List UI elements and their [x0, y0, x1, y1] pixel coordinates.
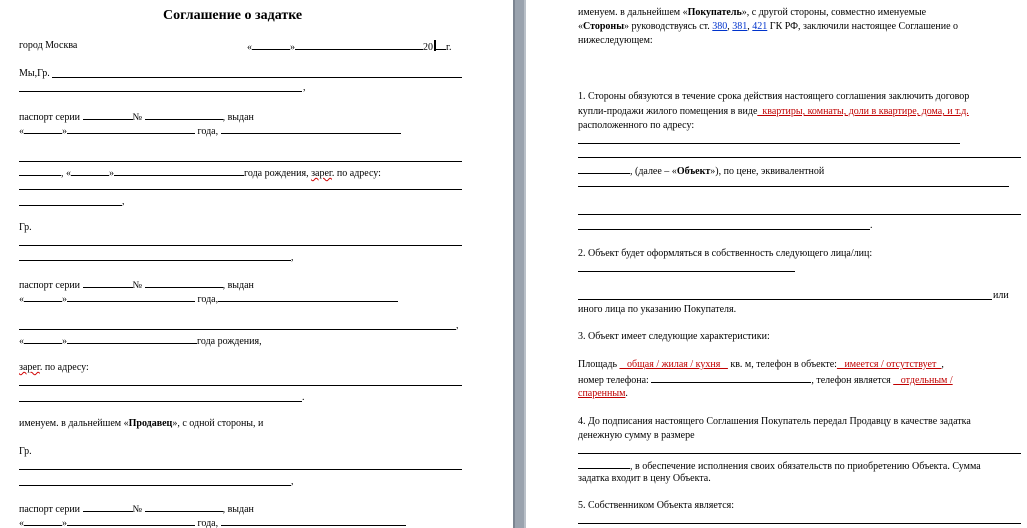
fill-line[interactable] [578, 214, 1021, 215]
fill-line[interactable] [19, 485, 291, 486]
comma: , [291, 252, 294, 263]
phone-type-field-2[interactable]: спаренным [578, 388, 626, 399]
fill-line[interactable] [19, 91, 302, 92]
intro-tail: нижеследующем: [578, 35, 653, 46]
document-title: Соглашение о задатке [163, 8, 303, 23]
passport-date-line[interactable]: « » года, [19, 516, 406, 528]
clause-4-line-5: задатка входит в цену Объекта. [578, 473, 711, 484]
passport-line[interactable]: паспорт серии № , выдан [19, 280, 254, 291]
fill-line[interactable] [578, 271, 795, 272]
fill-line[interactable] [19, 260, 291, 261]
area-type-field[interactable]: _ общая / жилая / кухня _ [619, 359, 728, 370]
fill-line[interactable] [19, 385, 462, 386]
fill-line[interactable] [19, 329, 456, 330]
seller-line: именуем. в дальнейшем «Продавец», с одной стороны, и [19, 418, 264, 429]
clause-4-line-2: денежную сумму в размере [578, 430, 695, 441]
clause-5-line-1: 5. Собственником Объекта является: [578, 500, 735, 511]
buyer-intro-line: именуем. в дальнейшем «Покупатель», с другой стороны, совместно именуемые [578, 7, 927, 18]
or-label: или [993, 290, 1009, 301]
link-article-381[interactable]: 381 [732, 21, 748, 32]
citizen-label: Гр. [19, 446, 32, 457]
link-article-380[interactable]: 380 [712, 21, 728, 32]
period: . [302, 392, 305, 403]
clause-3-phone-line: номер телефона: , телефон является _ отдельным / [578, 375, 953, 386]
fill-line[interactable] [52, 77, 462, 78]
fill-line[interactable] [578, 229, 870, 230]
passport-date-line[interactable]: « » года, [19, 292, 398, 306]
fill-line[interactable] [19, 245, 462, 246]
document-page-right[interactable] [526, 0, 1027, 528]
clause-3-line-1: 3. Объект имеет следующие характеристики: [578, 331, 770, 342]
clause-2-line-4: иного лица по указанию Покупателя. [578, 304, 737, 315]
fill-line[interactable] [578, 157, 1021, 158]
fill-line[interactable] [19, 401, 302, 402]
comma: , [122, 196, 125, 207]
clause-1-line-1: 1. Стороны обязуются в течение срока действия настоящего соглашения заключить договор [578, 91, 970, 102]
phone-type-field[interactable]: _ отдельным / [893, 375, 953, 386]
parties-line: «Стороны» руководствуясь ст. 380, 381, 421 ГК РФ, заключили настоящее Соглашение о [578, 21, 959, 32]
fill-line[interactable] [19, 189, 462, 190]
clause-4-line-4: , в обеспечение исполнения своих обязательств по приобретению Объекта. Сумма [578, 459, 981, 473]
comma: , [291, 476, 294, 487]
passport-line[interactable]: паспорт серии № , выдан [19, 112, 254, 123]
property-type-field[interactable]: _квартиры, комнаты, доли в квартире, дома, и т.д. [757, 106, 969, 117]
fill-line[interactable] [578, 299, 992, 300]
we-label: Мы,Гр. [19, 68, 50, 79]
page-divider [513, 0, 526, 528]
citizen-label: Гр. [19, 222, 32, 233]
date-line[interactable]: « » 20 г. [247, 42, 452, 53]
clause-1-line-3: расположенного по адресу: [578, 120, 695, 131]
fill-line[interactable] [578, 523, 1021, 524]
clause-1-line-6: , (далее – «Объект»), по цене, эквивалентной [578, 164, 824, 178]
fill-line[interactable] [578, 453, 1021, 454]
passport-line[interactable]: паспорт серии № , выдан [19, 504, 254, 515]
period: . [870, 220, 873, 231]
fill-line[interactable] [578, 186, 1009, 187]
fill-line[interactable] [19, 205, 122, 206]
document-page-left[interactable] [0, 0, 513, 528]
fill-line[interactable] [19, 469, 462, 470]
clause-3-area-line: Площадь _ общая / жилая / кухня _ кв. м, телефон в объекте:_ имеется / отсутствует_, [578, 359, 944, 370]
clause-1-line-2: купли-продажи жилого помещения в виде_квартиры, комнаты, доли в квартире, дома, и т.д. [578, 106, 969, 117]
clause-3-phone-line-2: спаренным. [578, 388, 628, 399]
comma: , [456, 320, 459, 331]
comma: , [303, 82, 306, 93]
fill-line[interactable] [19, 161, 462, 162]
passport-date-line[interactable]: « » года, [19, 124, 401, 138]
birth-line[interactable]: « » года рождения, [19, 336, 262, 347]
clause-4-line-1: 4. До подписания настоящего Соглашения Покупатель передал Продавцу в качестве задатка [578, 416, 971, 427]
registration-line[interactable]: зарег. по адресу: [19, 362, 89, 373]
phone-availability-field[interactable]: _ имеется / отсутствует_ [836, 359, 942, 370]
birth-line[interactable]: , « » года рождения, зарег. по адресу: [19, 166, 381, 180]
link-article-421[interactable]: 421 [752, 21, 768, 32]
fill-line[interactable] [578, 143, 960, 144]
clause-2-line-1: 2. Объект будет оформляться в собственность следующего лица/лиц: [578, 248, 873, 259]
city-label: город Москва [19, 40, 78, 51]
